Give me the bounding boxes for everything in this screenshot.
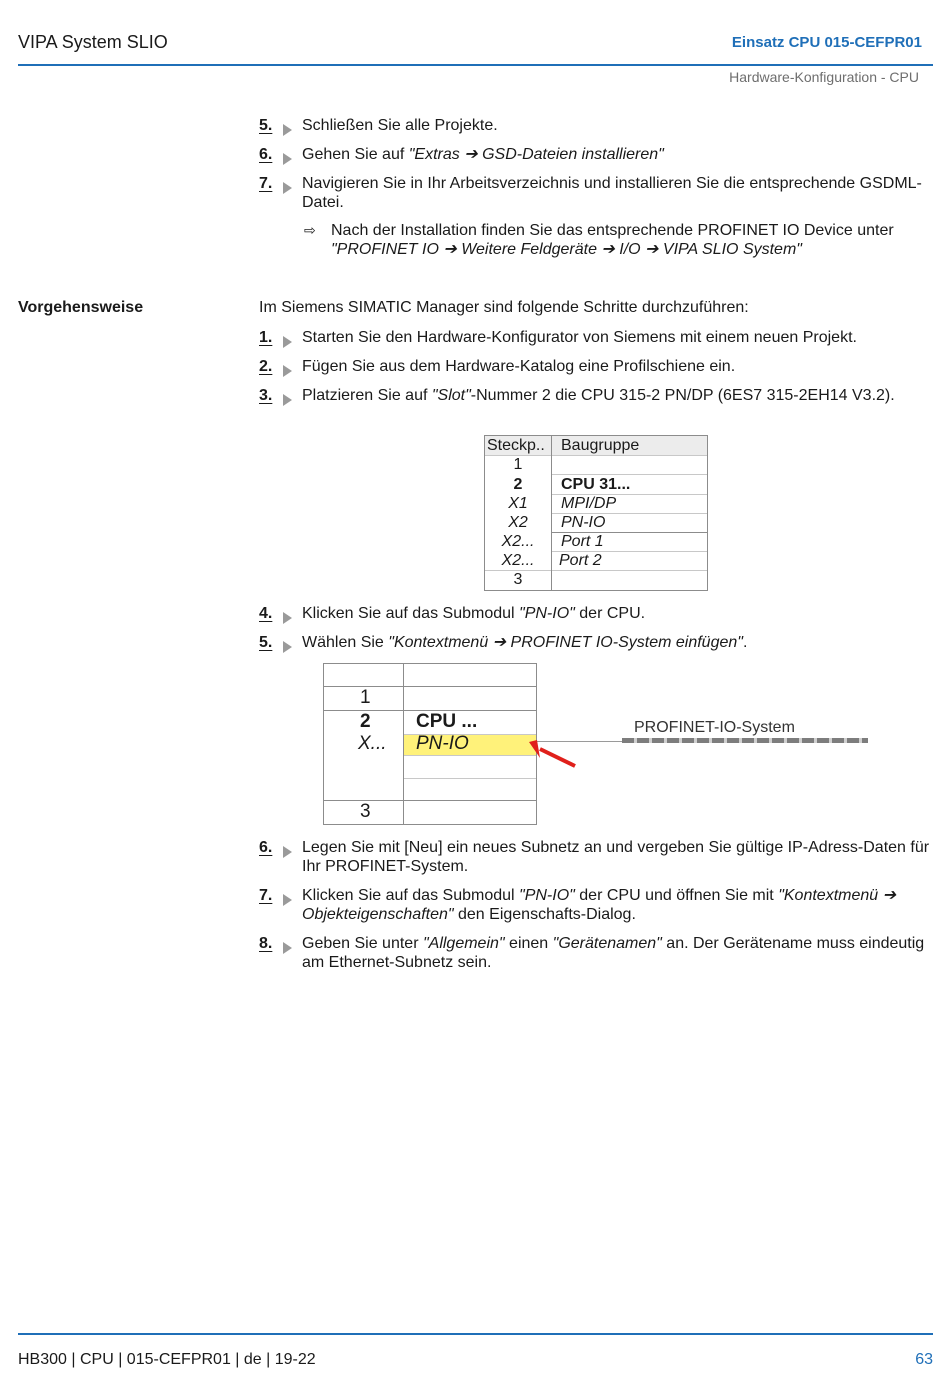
- header-rule: [18, 64, 933, 66]
- step-number: 8.: [259, 935, 273, 952]
- result-note: [304, 221, 934, 259]
- step-item: [259, 838, 934, 876]
- row-divider: [403, 755, 536, 756]
- step-text-part: Wählen Sie: [302, 634, 389, 651]
- step-item: [259, 357, 934, 376]
- step-text-part: an. Der Gerätename muss eindeutig am Ethernet-Subnetz sein.: [302, 935, 925, 971]
- slot-cell: X...: [358, 733, 387, 754]
- step-number: 5.: [259, 117, 273, 134]
- slot-cell: X2...: [501, 552, 535, 569]
- procedure-intro: Im Siemens SIMATIC Manager sind folgende Schritte durchzuführen:: [259, 299, 749, 316]
- slot-cell: X1: [508, 495, 528, 512]
- step-text: [302, 886, 934, 924]
- module-cell: Port 1: [561, 533, 604, 550]
- arrow-head: [529, 740, 540, 758]
- step-text-part: Geben Sie unter: [302, 935, 423, 952]
- step-text: [302, 145, 934, 164]
- step-text: [302, 934, 934, 972]
- pnio-submodule[interactable]: PN-IO: [416, 733, 469, 754]
- footer-rule: [18, 1333, 933, 1335]
- step-item: [259, 633, 934, 652]
- step-text-part: einen: [504, 935, 553, 952]
- row-divider: [403, 778, 536, 779]
- step-item: [259, 328, 934, 347]
- step-arrow-icon: [283, 612, 292, 624]
- slot-cell: 2: [360, 711, 371, 732]
- step-text: Schließen Sie alle Projekte.: [302, 117, 498, 134]
- slot-cell: 1: [360, 687, 371, 708]
- step-text: Starten Sie den Hardware-Konfigurator von Siemens mit einem neuen Projekt.: [302, 329, 857, 346]
- arrow-shaft: [540, 749, 575, 766]
- step-text: [302, 604, 934, 623]
- pointer-arrow-icon: [520, 728, 580, 772]
- submodule-term: "PN-IO": [519, 887, 575, 904]
- slot-cell: 2: [513, 476, 523, 493]
- step-arrow-icon: [283, 846, 292, 858]
- slot-cell: X2: [508, 514, 528, 531]
- step-item: [259, 116, 934, 135]
- step-arrow-icon: [283, 182, 292, 194]
- step-item: [259, 386, 934, 405]
- submodule-term: "PN-IO": [519, 605, 575, 622]
- slot-cell: 1: [513, 456, 523, 473]
- step-number: 6.: [259, 839, 273, 856]
- step-number: 3.: [259, 387, 273, 404]
- page-number: 63: [915, 1351, 933, 1368]
- chapter-title: Einsatz CPU 015-CEFPR01: [731, 34, 922, 51]
- table-row[interactable]: [485, 475, 707, 494]
- document-title: VIPA System SLIO: [18, 32, 168, 52]
- procedure-label: Vorgehensweise: [18, 299, 144, 316]
- table-row[interactable]: [485, 513, 707, 532]
- step-item: [259, 934, 934, 972]
- step-arrow-icon: [283, 894, 292, 906]
- step-item: [259, 886, 934, 924]
- step-number: 5.: [259, 634, 273, 651]
- row-divider: [324, 800, 536, 801]
- table-row[interactable]: [485, 455, 707, 474]
- slot-cell: 3: [360, 801, 371, 822]
- table-row[interactable]: [485, 551, 707, 570]
- step-text-part: der CPU und öffnen Sie mit: [574, 887, 779, 904]
- module-cell: CPU 31...: [561, 476, 631, 493]
- step-number: 1.: [259, 329, 273, 346]
- menu-path: "Kontextmenü ➔ PROFINET IO-System einfügen": [388, 634, 743, 651]
- slot-term: "Slot": [431, 387, 471, 404]
- step-text-part: den Eigenschafts-Dialog.: [453, 906, 636, 923]
- menu-path: "Extras ➔ GSD-Dateien installieren": [408, 146, 664, 163]
- step-text: [302, 386, 934, 405]
- step-text-part: -Nummer 2 die CPU 315-2 PN/DP (6ES7 315-2EH14 V3.2).: [470, 387, 895, 404]
- column-divider: [403, 664, 404, 824]
- module-cell: PN-IO: [561, 514, 606, 531]
- slot-cell: X2...: [501, 533, 535, 550]
- step-item: [259, 145, 934, 164]
- step-arrow-icon: [283, 365, 292, 377]
- step-text-part: .: [742, 634, 748, 651]
- table-row[interactable]: [485, 494, 707, 513]
- cpu-module[interactable]: CPU ...: [416, 711, 478, 732]
- step-arrow-icon: [283, 942, 292, 954]
- catalog-path: "PROFINET IO ➔ Weitere Feldgeräte ➔ I/O ➔ VIPA SLIO System": [331, 241, 802, 258]
- module-cell: Port 2: [559, 552, 602, 569]
- step-number: 4.: [259, 605, 273, 622]
- row-divider: [324, 686, 536, 687]
- step-text: [302, 633, 934, 652]
- profinet-system-label: PROFINET-IO-System: [634, 719, 795, 736]
- step-text-part: Platzieren Sie auf: [302, 387, 432, 404]
- footer-doc-info: HB300 | CPU | 015-CEFPR01 | de | 19-22: [18, 1351, 316, 1368]
- step-item: [259, 174, 934, 212]
- menu-path: "Kontextmenü ➔ Objekteigenschaften": [302, 887, 897, 923]
- step-arrow-icon: [283, 153, 292, 165]
- step-arrow-icon: [283, 641, 292, 653]
- step-item: [259, 604, 934, 623]
- step-arrow-icon: [283, 336, 292, 348]
- column-header-module: Baugruppe: [561, 437, 640, 454]
- step-text: Legen Sie mit [Neu] ein neues Subnetz an und vergeben Sie gültige IP-Adress-Daten für Ihr PROFINET-System.: [302, 839, 930, 875]
- step-text-part: der CPU.: [574, 605, 646, 622]
- table-row[interactable]: [485, 532, 707, 551]
- step-text: Navigieren Sie in Ihr Arbeitsverzeichnis und installieren Sie die entsprechende GSDML-Datei.: [302, 175, 922, 211]
- step-number: 6.: [259, 146, 273, 163]
- step-text: Fügen Sie aus dem Hardware-Katalog eine Profilschiene ein.: [302, 358, 736, 375]
- column-header-slot: Steckp..: [487, 437, 545, 454]
- step-arrow-icon: [283, 394, 292, 406]
- module-cell: MPI/DP: [561, 495, 617, 512]
- step-text-part: Klicken Sie auf das Submodul: [302, 887, 520, 904]
- table-header-row: [485, 436, 707, 455]
- section-subtitle: Hardware-Konfiguration - CPU: [729, 69, 919, 85]
- note-text: [331, 221, 934, 259]
- tab-term: "Allgemein": [422, 935, 505, 952]
- step-text-part: Klicken Sie auf das Submodul: [302, 605, 520, 622]
- step-text-part: Gehen Sie auf: [302, 146, 409, 163]
- step-number: 7.: [259, 887, 273, 904]
- note-text-part: Nach der Installation finden Sie das entsprechende PROFINET IO Device unter: [331, 222, 894, 239]
- column-divider: [551, 436, 552, 590]
- slot-cell: 3: [513, 571, 523, 588]
- profinet-config-diagram: [323, 663, 537, 825]
- step-number: 7.: [259, 175, 273, 192]
- step-arrow-icon: [283, 124, 292, 136]
- result-arrow-icon: ⇨: [304, 222, 316, 238]
- field-term: "Gerätenamen": [552, 935, 662, 952]
- table-row[interactable]: [485, 570, 707, 589]
- hardware-config-table: [484, 435, 708, 591]
- step-number: 2.: [259, 358, 273, 375]
- profinet-system-bus[interactable]: [622, 738, 868, 743]
